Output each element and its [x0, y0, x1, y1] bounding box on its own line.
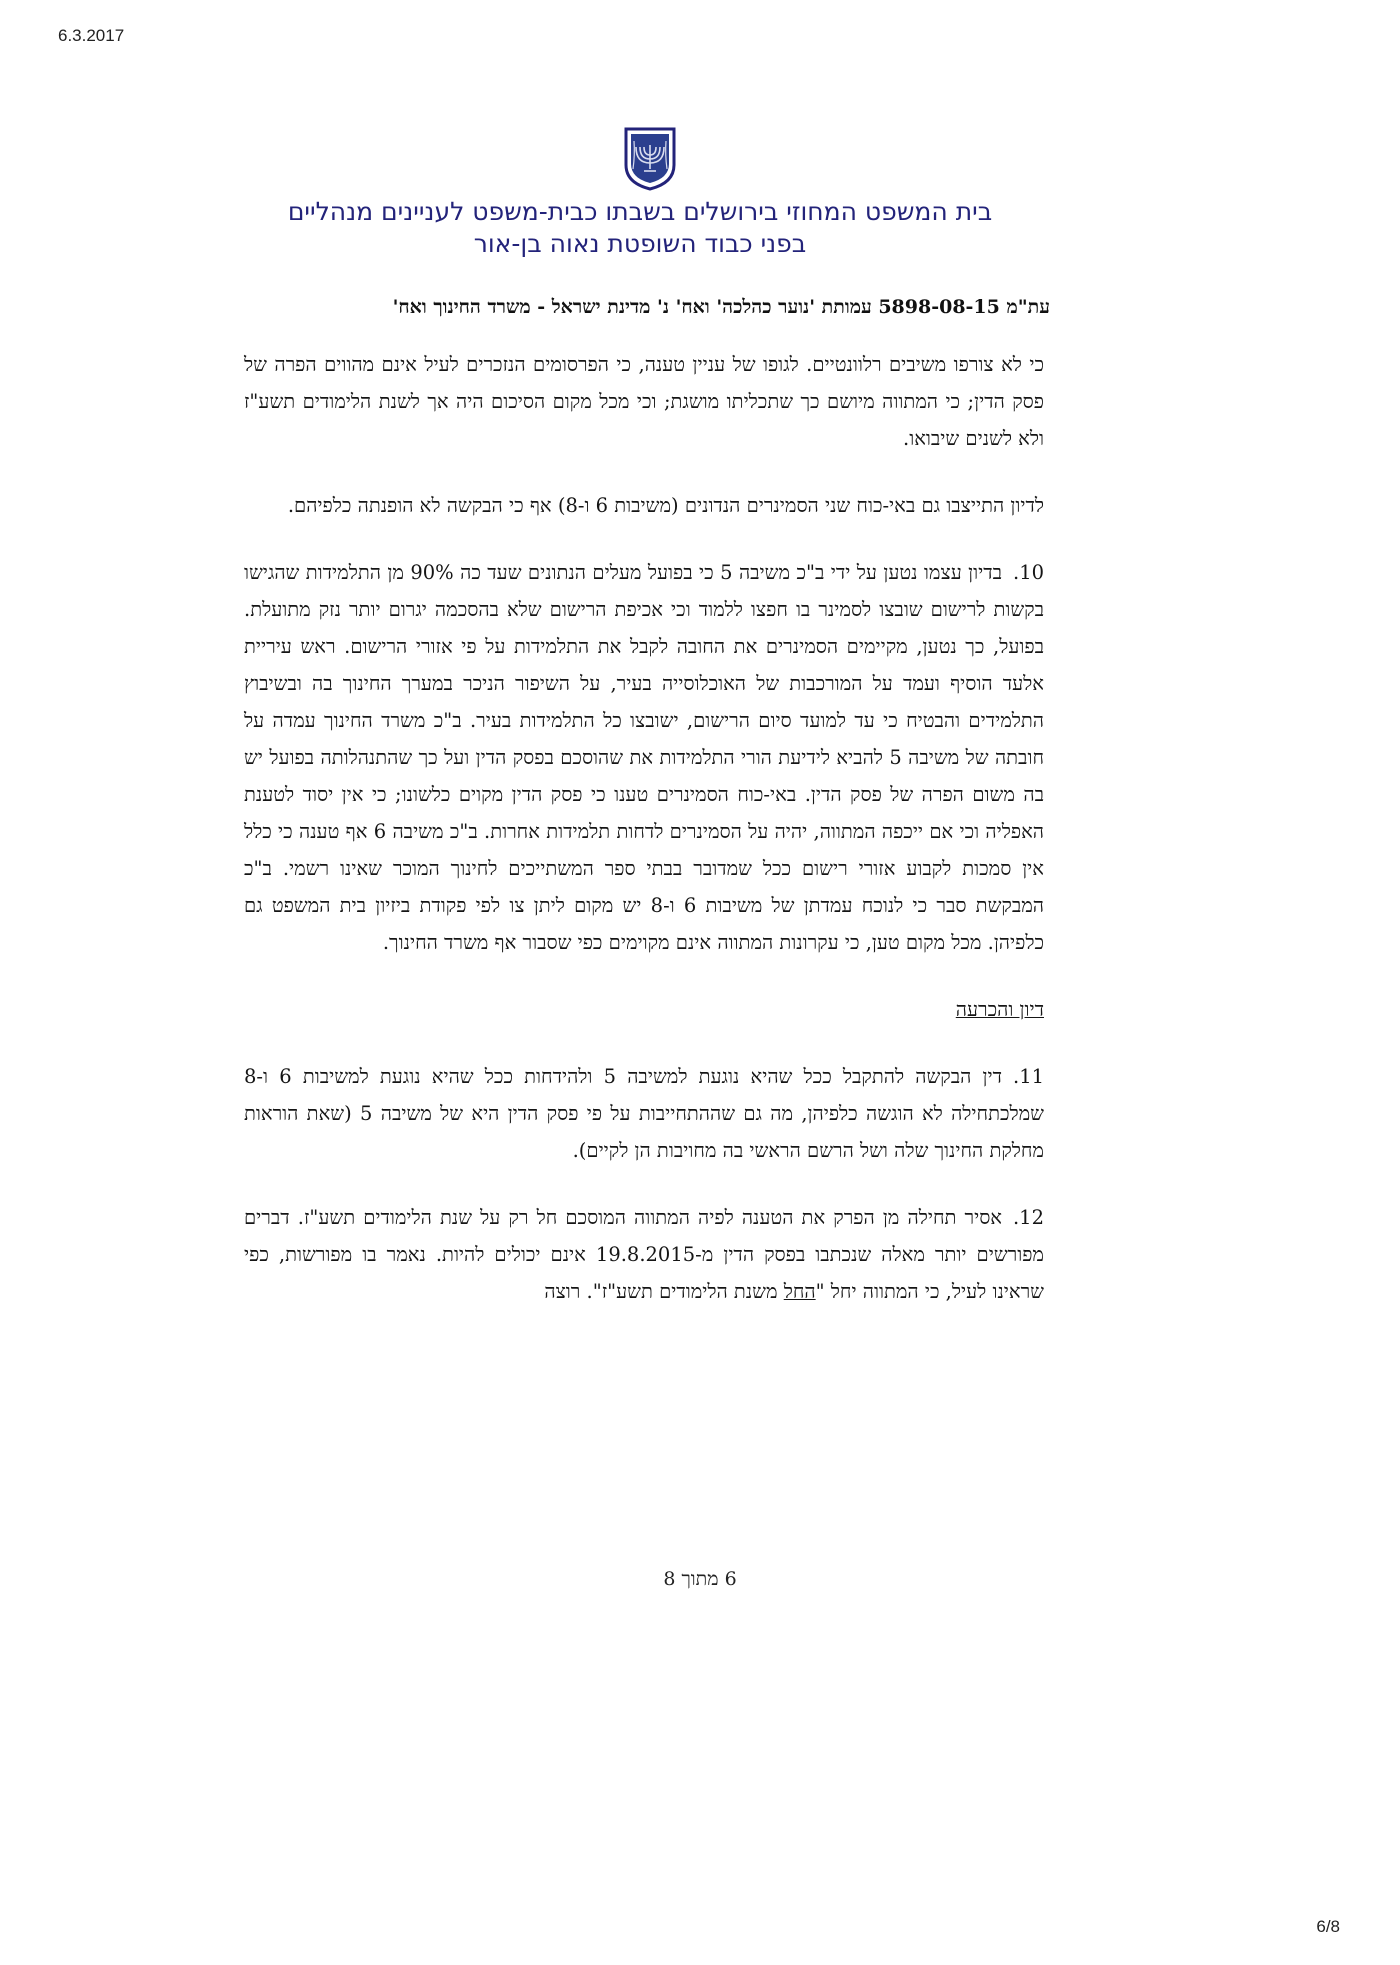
print-date: 6.3.2017	[58, 26, 125, 45]
print-page-number: 6/8	[1316, 1917, 1340, 1936]
paragraph-attendance: לדיון התייצבו גם באי-כוח שני הסמינרים הנדונים (משיבות 6 ו-8) אף כי הבקשה לא הופנתה כלפיהם.	[287, 494, 1044, 517]
paragraph-text-end: משנת הלימודים תשע"ז". רוצה	[544, 1280, 784, 1303]
paragraph-11	[244, 1058, 1044, 1169]
paragraph-text: בדיון עצמו נטען על ידי ב"כ משיבה 5 כי בפועל מעלים הנתונים שעד כה 90% מן התלמידות שהגישו בקשות לרישום שובצו לסמינר בו חפצו ללמוד וכי אכיפת הרישום שלא בהסכמה יגרום יותר נזק מתועלת. בפועל, כך נטען, מקיימים הסמינרים את החובה לקבל את התלמידות על פי אזורי הרישום. ראש עיריית אלעד הוסיף ועמד על המורכבות של האוכלוסייה בעיר, על השיפור הניכר במערך החינוך בה ובשיבוץ התלמידים והבטיח כי עד למועד סיום הרישום, ישובצו כל התלמידות בעיר. ב"כ משרד החינוך עמדה על חובתה של משיבה 5 להביא לידיעת הורי התלמידות את שהוסכם בפסק הדין ועל כך שהתנהלותה בפועל יש בה משום הפרה של פסק הדין. באי-כוח הסמינרים טענו כי פסק הדין מקוים כלשונו; כי אין יסוד לטענת האפליה וכי אם ייכפה המתווה, יהיה על הסמינרים לדחות תלמידות אחרות. ב"כ משיבה 6 אף טענה כי כלל אין סמכות לקבוע אזורי רישום ככל שמדובר בבתי ספר המשתייכים לחינוך המוכר שאינו רשמי. ב"כ המבקשת סבר כי לנוכח עמדתן של משיבות 6 ו-8 יש מקום ליתן צו לפי פקודת ביזיון בית המשפט גם כלפיהן. מכל מקום טען, כי עקרונות המתווה אינם מקוימים כפי שסבור אף משרד החינוך.	[244, 561, 1044, 954]
paragraph-continuation: כי לא צורפו משיבים רלוונטיים. לגופו של עניין טענה, כי הפרסומים הנזכרים לעיל אינם מהווים הפרה של פסק הדין; כי המתווה מיושם כך שתכליתו מושגת; וכי מכל מקום הסיכום היה אך לשנת הלימודים תשע"ז ולא לשנים שיבואו.	[244, 353, 1044, 450]
paragraph-text: אסיר תחילה מן הפרק את הטענה לפיה המתווה המוסכם חל רק על שנת הלימודים תשע"ז. דברים מפורשים יותר מאלה שנכתבו בפסק הדין מ-19.8.2015 אינם יכולים להיות. נאמר בו מפורשות, כפי שראינו לעיל, כי המתווה יחל "	[244, 1206, 1044, 1303]
document-body	[244, 346, 1044, 1340]
judge-name: בפני כבוד השופטת נאוה בן-אור	[473, 229, 807, 258]
paragraph-number: 10.	[1012, 561, 1045, 584]
state-emblem-icon	[622, 125, 678, 191]
paragraph-number: 11.	[1012, 1065, 1045, 1088]
paragraph-text: דין הבקשה להתקבל ככל שהיא נוגעת למשיבה 5 ולהידחות ככל שהיא נוגעת למשיבות 6 ו-8 שמלכתחילה לא הוגשה כלפיהן, מה גם שההתחייבות על פי פסק הדין היא של משיבה 5 (שאת הוראות מחלקת החינוך שלה ושל הרשם הראשי בה מחויבות הן לקיים).	[244, 1065, 1044, 1162]
paragraph-10	[244, 554, 1044, 961]
underlined-word: החל	[783, 1280, 816, 1303]
section-heading: דיון והכרעה	[955, 998, 1044, 1021]
page-counter: 6 מתוך 8	[663, 1568, 737, 1590]
paragraph-number: 12.	[1012, 1206, 1044, 1229]
court-name: בית המשפט המחוזי בירושלים בשבתו כבית-משפט לעניינים מנהליים	[287, 197, 993, 226]
paragraph-12	[244, 1199, 1044, 1310]
court-header	[250, 196, 1030, 260]
case-title: עת"מ 5898-08-15 עמותת 'נוער כהלכה' ואח' נ' מדינת ישראל - משרד החינוך ואח'	[392, 296, 1050, 318]
